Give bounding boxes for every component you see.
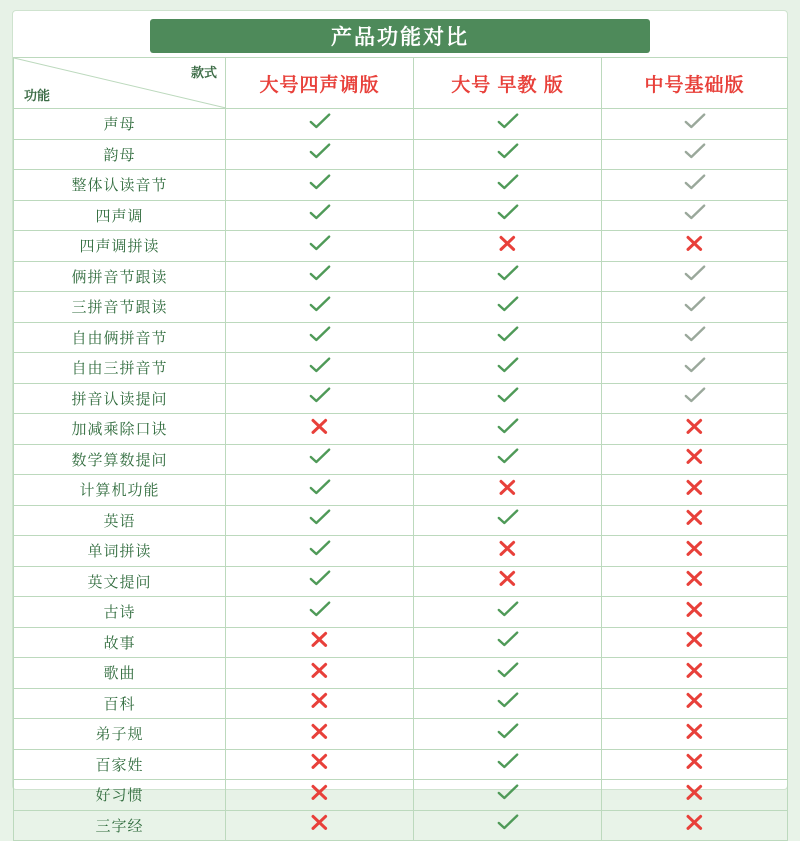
check-icon — [497, 813, 519, 832]
feature-name-cell: 四声调拼读 — [14, 231, 226, 262]
feature-name-cell: 声母 — [14, 109, 226, 140]
check-icon — [497, 752, 519, 771]
cell-unsupported — [226, 627, 414, 658]
cross-icon — [498, 569, 517, 588]
feature-name-cell: 英语 — [14, 505, 226, 536]
table-row — [14, 139, 788, 170]
cell-unsupported — [602, 719, 788, 750]
cross-icon — [685, 813, 704, 832]
check-icon — [684, 264, 706, 283]
cross-icon — [498, 478, 517, 497]
check-icon — [497, 173, 519, 192]
cell-unsupported — [602, 749, 788, 780]
cell-unsupported — [226, 719, 414, 750]
feature-name-cell: 韵母 — [14, 139, 226, 170]
check-icon — [497, 264, 519, 283]
column-header-label: 大号 早教 版 — [451, 74, 564, 96]
cell-supported — [226, 536, 414, 567]
feature-name-cell: 整体认读音节 — [14, 170, 226, 201]
table-row — [14, 109, 788, 140]
table-row — [14, 536, 788, 567]
comparison-card — [12, 10, 788, 835]
cell-supported — [414, 109, 602, 140]
check-icon — [497, 112, 519, 131]
cell-supported — [414, 505, 602, 536]
table-row — [14, 292, 788, 323]
cell-supported — [602, 292, 788, 323]
cell-supported — [226, 475, 414, 506]
feature-name-cell: 拼音认读提问 — [14, 383, 226, 414]
table-row — [14, 414, 788, 445]
check-icon — [309, 325, 331, 344]
column-header-3 — [602, 58, 788, 109]
check-icon — [309, 203, 331, 222]
cross-icon — [310, 752, 329, 771]
column-header-1 — [226, 58, 414, 109]
table-row — [14, 749, 788, 780]
cell-supported — [414, 749, 602, 780]
cell-supported — [226, 444, 414, 475]
check-icon — [309, 569, 331, 588]
check-icon — [309, 386, 331, 405]
table-row — [14, 627, 788, 658]
table-row — [14, 170, 788, 201]
cell-supported — [414, 414, 602, 445]
check-icon — [497, 356, 519, 375]
check-icon — [684, 325, 706, 344]
cell-supported — [414, 658, 602, 689]
check-icon — [309, 356, 331, 375]
table-corner-header — [14, 58, 226, 109]
check-icon — [309, 447, 331, 466]
cross-icon — [498, 539, 517, 558]
cell-unsupported — [602, 566, 788, 597]
cell-supported — [414, 322, 602, 353]
check-icon — [497, 630, 519, 649]
cell-unsupported — [226, 414, 414, 445]
cell-unsupported — [226, 688, 414, 719]
cell-supported — [602, 109, 788, 140]
table-row — [14, 261, 788, 292]
feature-name-cell: 俩拼音节跟读 — [14, 261, 226, 292]
check-icon — [497, 325, 519, 344]
check-icon — [497, 661, 519, 680]
cell-supported — [602, 261, 788, 292]
cross-icon — [685, 508, 704, 527]
cell-supported — [226, 597, 414, 628]
cell-supported — [602, 353, 788, 384]
table-row — [14, 231, 788, 262]
comparison-table — [13, 57, 788, 841]
page-title-bar — [150, 19, 650, 53]
cross-icon — [498, 234, 517, 253]
cell-supported — [602, 322, 788, 353]
corner-style-label: 款式 — [190, 65, 217, 80]
cell-supported — [414, 627, 602, 658]
cell-supported — [602, 200, 788, 231]
cell-unsupported — [226, 780, 414, 811]
table-row — [14, 322, 788, 353]
check-icon — [497, 295, 519, 314]
cell-supported — [226, 139, 414, 170]
cell-supported — [226, 292, 414, 323]
cell-supported — [414, 810, 602, 841]
cell-supported — [414, 444, 602, 475]
check-icon — [684, 386, 706, 405]
cell-supported — [226, 566, 414, 597]
feature-name-cell: 英文提问 — [14, 566, 226, 597]
table-row — [14, 200, 788, 231]
check-icon — [309, 600, 331, 619]
cell-unsupported — [602, 688, 788, 719]
check-icon — [309, 234, 331, 253]
cell-unsupported — [226, 749, 414, 780]
feature-name-cell: 三字经 — [14, 810, 226, 841]
cell-unsupported — [602, 505, 788, 536]
feature-name-cell: 百家姓 — [14, 749, 226, 780]
cross-icon — [685, 234, 704, 253]
feature-name-cell: 弟子规 — [14, 719, 226, 750]
cell-supported — [226, 200, 414, 231]
check-icon — [497, 203, 519, 222]
cell-supported — [414, 719, 602, 750]
check-icon — [309, 142, 331, 161]
cell-unsupported — [602, 536, 788, 567]
table-row — [14, 444, 788, 475]
cross-icon — [685, 783, 704, 802]
cross-icon — [685, 478, 704, 497]
feature-name-cell: 单词拼读 — [14, 536, 226, 567]
feature-name-cell: 数学算数提问 — [14, 444, 226, 475]
cross-icon — [685, 752, 704, 771]
cell-supported — [226, 170, 414, 201]
feature-name-cell: 计算机功能 — [14, 475, 226, 506]
cell-unsupported — [226, 810, 414, 841]
table-row — [14, 475, 788, 506]
cross-icon — [685, 722, 704, 741]
cell-supported — [414, 688, 602, 719]
cell-supported — [414, 200, 602, 231]
column-header-2 — [414, 58, 602, 109]
check-icon — [497, 386, 519, 405]
check-icon — [684, 142, 706, 161]
cell-unsupported — [414, 475, 602, 506]
feature-name-cell: 故事 — [14, 627, 226, 658]
cell-supported — [414, 261, 602, 292]
cell-supported — [226, 261, 414, 292]
table-row — [14, 780, 788, 811]
cell-supported — [414, 170, 602, 201]
cell-supported — [226, 322, 414, 353]
cell-unsupported — [602, 658, 788, 689]
cell-supported — [226, 383, 414, 414]
cell-unsupported — [602, 475, 788, 506]
feature-name-cell: 自由俩拼音节 — [14, 322, 226, 353]
table-row — [14, 688, 788, 719]
cell-supported — [414, 139, 602, 170]
check-icon — [497, 783, 519, 802]
cell-unsupported — [414, 231, 602, 262]
cell-supported — [414, 597, 602, 628]
cell-unsupported — [602, 597, 788, 628]
cell-supported — [226, 231, 414, 262]
check-icon — [309, 539, 331, 558]
cell-unsupported — [414, 536, 602, 567]
cell-supported — [414, 780, 602, 811]
check-icon — [497, 142, 519, 161]
table-header-row — [14, 58, 788, 109]
check-icon — [497, 600, 519, 619]
table-row — [14, 597, 788, 628]
cell-supported — [226, 505, 414, 536]
cell-unsupported — [414, 566, 602, 597]
check-icon — [309, 295, 331, 314]
check-icon — [684, 173, 706, 192]
cell-unsupported — [226, 658, 414, 689]
cross-icon — [310, 813, 329, 832]
check-icon — [497, 691, 519, 710]
cell-supported — [602, 139, 788, 170]
table-row — [14, 566, 788, 597]
table-row — [14, 810, 788, 841]
column-header-label: 大号四声调版 — [259, 74, 380, 96]
cell-unsupported — [602, 780, 788, 811]
cross-icon — [685, 630, 704, 649]
check-icon — [684, 112, 706, 131]
check-icon — [497, 722, 519, 741]
cross-icon — [685, 447, 704, 466]
page-title: 产品功能对比 — [331, 26, 469, 49]
cell-unsupported — [602, 444, 788, 475]
feature-name-cell: 四声调 — [14, 200, 226, 231]
cross-icon — [310, 783, 329, 802]
cross-icon — [310, 417, 329, 436]
cell-unsupported — [602, 231, 788, 262]
cross-icon — [685, 417, 704, 436]
table-row — [14, 658, 788, 689]
column-header-label: 中号基础版 — [644, 74, 745, 96]
check-icon — [497, 508, 519, 527]
feature-name-cell: 好习惯 — [14, 780, 226, 811]
table-row — [14, 505, 788, 536]
feature-name-cell: 百科 — [14, 688, 226, 719]
check-icon — [684, 203, 706, 222]
cross-icon — [310, 661, 329, 680]
check-icon — [684, 356, 706, 375]
corner-function-label: 功能 — [24, 88, 51, 103]
check-icon — [309, 112, 331, 131]
cell-supported — [414, 292, 602, 323]
check-icon — [497, 447, 519, 466]
cell-supported — [602, 170, 788, 201]
table-row — [14, 719, 788, 750]
check-icon — [309, 264, 331, 283]
table-body — [14, 109, 788, 841]
cross-icon — [685, 600, 704, 619]
feature-name-cell: 古诗 — [14, 597, 226, 628]
cell-unsupported — [602, 627, 788, 658]
check-icon — [309, 508, 331, 527]
check-icon — [309, 173, 331, 192]
cell-supported — [414, 353, 602, 384]
cell-unsupported — [602, 810, 788, 841]
cross-icon — [310, 630, 329, 649]
cell-supported — [602, 383, 788, 414]
check-icon — [309, 478, 331, 497]
cell-supported — [414, 383, 602, 414]
check-icon — [684, 295, 706, 314]
feature-name-cell: 三拼音节跟读 — [14, 292, 226, 323]
feature-name-cell: 自由三拼音节 — [14, 353, 226, 384]
cross-icon — [310, 722, 329, 741]
table-row — [14, 383, 788, 414]
cell-supported — [226, 353, 414, 384]
cell-unsupported — [602, 414, 788, 445]
table-row — [14, 353, 788, 384]
cross-icon — [685, 539, 704, 558]
check-icon — [497, 417, 519, 436]
feature-name-cell: 加减乘除口诀 — [14, 414, 226, 445]
cross-icon — [685, 661, 704, 680]
cross-icon — [685, 691, 704, 710]
cross-icon — [685, 569, 704, 588]
cell-supported — [226, 109, 414, 140]
cross-icon — [310, 691, 329, 710]
feature-name-cell: 歌曲 — [14, 658, 226, 689]
